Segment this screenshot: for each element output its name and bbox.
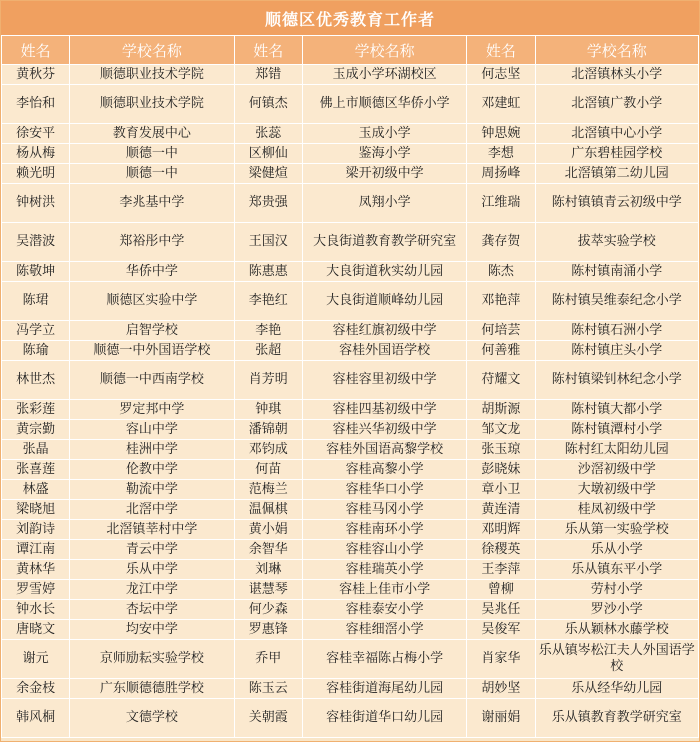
person-name-cell: 吴潜波 — [2, 223, 70, 262]
person-name-cell: 张彩莲 — [2, 400, 70, 420]
person-name-cell: 梁健煊 — [234, 164, 302, 184]
school-name-cell: 容桂四基初级中学 — [302, 400, 466, 420]
school-name-cell: 容桂街道华口幼儿园 — [302, 699, 466, 738]
person-name-cell: 张喜莲 — [2, 460, 70, 480]
school-name-cell: 陈村镇潭村小学 — [535, 420, 699, 440]
school-name-cell: 乐从镇东平小学 — [535, 560, 699, 580]
school-name-cell: 乐从镇岑松江夫人外国语学校 — [535, 640, 699, 679]
school-name-cell: 大良街道秋实幼儿园 — [302, 262, 466, 282]
person-name-cell: 何少森 — [234, 600, 302, 620]
person-name-cell: 罗惠锋 — [234, 620, 302, 640]
school-name-cell: 劳村小学 — [535, 580, 699, 600]
person-name-cell: 王李萍 — [467, 560, 535, 580]
school-name-cell: 陈村镇庄头小学 — [535, 341, 699, 361]
school-name-cell: 北滘镇第二幼儿园 — [535, 164, 699, 184]
school-name-cell: 北滘镇广教小学 — [535, 85, 699, 124]
school-name-cell: 陈村镇镇青云初级中学 — [535, 184, 699, 223]
person-name-cell: 何培芸 — [467, 321, 535, 341]
school-name-cell: 广东顺德德胜学校 — [70, 679, 234, 699]
table-row — [2, 144, 699, 164]
person-name-cell: 谭江南 — [2, 540, 70, 560]
person-name-cell: 温佩棋 — [234, 500, 302, 520]
person-name-cell: 何善雅 — [467, 341, 535, 361]
school-name-cell: 顺德一中 — [70, 144, 234, 164]
table-row — [2, 400, 699, 420]
school-name-cell: 勒流中学 — [70, 480, 234, 500]
school-name-cell: 陈村红太阳幼儿园 — [535, 440, 699, 460]
person-name-cell: 赖光明 — [2, 164, 70, 184]
school-name-cell: 乐从中学 — [70, 560, 234, 580]
school-name-cell: 容桂容山小学 — [302, 540, 466, 560]
school-name-cell: 京师励耘实验学校 — [70, 640, 234, 679]
school-name-cell: 罗定邦中学 — [70, 400, 234, 420]
table-row — [2, 65, 699, 85]
person-name-cell: 何苗 — [234, 460, 302, 480]
person-name-cell: 邓建虹 — [467, 85, 535, 124]
school-name-cell: 容桂幸福陈占梅小学 — [302, 640, 466, 679]
school-name-cell: 容桂泰安小学 — [302, 600, 466, 620]
person-name-cell: 韩风桐 — [2, 699, 70, 738]
school-name-cell: 李兆基中学 — [70, 184, 234, 223]
person-name-cell: 潘锦朝 — [234, 420, 302, 440]
person-name-cell: 余智华 — [234, 540, 302, 560]
table-row — [2, 440, 699, 460]
person-name-cell: 陈瑜 — [2, 341, 70, 361]
school-name-cell: 陈村镇吴维泰纪念小学 — [535, 282, 699, 321]
person-name-cell: 何志坚 — [467, 65, 535, 85]
school-name-cell: 顺德职业技术学院 — [70, 85, 234, 124]
person-name-cell: 范梅兰 — [234, 480, 302, 500]
school-name-cell: 桂凤初级中学 — [535, 500, 699, 520]
school-name-cell: 顺德区实验中学 — [70, 282, 234, 321]
school-name-cell: 北滘镇莘村中学 — [70, 520, 234, 540]
school-name-cell: 乐从经华幼儿园 — [535, 679, 699, 699]
table-row — [2, 341, 699, 361]
school-name-cell: 容桂高黎小学 — [302, 460, 466, 480]
person-name-cell: 何镇杰 — [234, 85, 302, 124]
table-row — [2, 361, 699, 400]
person-name-cell: 黄小娟 — [234, 520, 302, 540]
school-name-cell: 玉成小学 — [302, 124, 466, 144]
person-name-cell: 胡斯源 — [467, 400, 535, 420]
school-name-cell: 容桂细滘小学 — [302, 620, 466, 640]
school-name-cell: 容桂街道海尾幼儿园 — [302, 679, 466, 699]
table-row — [2, 124, 699, 144]
honor-table — [1, 35, 699, 738]
table-row — [2, 321, 699, 341]
person-name-cell: 刘韵诗 — [2, 520, 70, 540]
person-name-cell: 李艳 — [234, 321, 302, 341]
school-name-cell: 北滘镇林头小学 — [535, 65, 699, 85]
school-name-cell: 教育发展中心 — [70, 124, 234, 144]
person-name-cell: 张超 — [234, 341, 302, 361]
person-name-cell: 张晶 — [2, 440, 70, 460]
table-row — [2, 420, 699, 440]
school-name-cell: 大良街道教育教学研究室 — [302, 223, 466, 262]
person-name-cell: 唐晓文 — [2, 620, 70, 640]
person-name-cell: 区柳仙 — [234, 144, 302, 164]
person-name-cell: 刘琳 — [234, 560, 302, 580]
school-name-cell: 顺德一中西南学校 — [70, 361, 234, 400]
school-name-cell: 广东碧桂园学校 — [535, 144, 699, 164]
school-name-cell: 桂洲中学 — [70, 440, 234, 460]
person-name-cell: 李想 — [467, 144, 535, 164]
person-name-cell: 陈玉云 — [234, 679, 302, 699]
person-name-cell: 彭晓妹 — [467, 460, 535, 480]
school-name-cell: 沙滘初级中学 — [535, 460, 699, 480]
person-name-cell: 邹文龙 — [467, 420, 535, 440]
table-row — [2, 540, 699, 560]
school-name-cell: 容桂南环小学 — [302, 520, 466, 540]
person-name-cell: 吴俊军 — [467, 620, 535, 640]
person-name-cell: 钟水长 — [2, 600, 70, 620]
table-row — [2, 282, 699, 321]
person-name-cell: 黄林华 — [2, 560, 70, 580]
school-name-cell: 大墩初级中学 — [535, 480, 699, 500]
school-name-cell: 陈村镇梁钊林纪念小学 — [535, 361, 699, 400]
school-name-cell: 华侨中学 — [70, 262, 234, 282]
person-name-cell: 郑贵强 — [234, 184, 302, 223]
school-name-cell: 容桂外国语学校 — [302, 341, 466, 361]
person-name-cell: 谢元 — [2, 640, 70, 679]
school-name-cell: 文德学校 — [70, 699, 234, 738]
school-name-cell: 乐从颖林水藤学校 — [535, 620, 699, 640]
school-name-cell: 青云中学 — [70, 540, 234, 560]
school-name-cell: 大良街道顺峰幼儿园 — [302, 282, 466, 321]
person-name-cell: 黄宗勤 — [2, 420, 70, 440]
school-name-cell: 乐从小学 — [535, 540, 699, 560]
person-name-cell: 郑错 — [234, 65, 302, 85]
person-name-cell: 周扬峰 — [467, 164, 535, 184]
person-name-cell: 胡妙坚 — [467, 679, 535, 699]
person-name-cell: 钟思婉 — [467, 124, 535, 144]
person-name-cell: 曾柳 — [467, 580, 535, 600]
person-name-cell: 陈敬坤 — [2, 262, 70, 282]
school-name-cell: 容桂兴华初级中学 — [302, 420, 466, 440]
person-name-cell: 肖家华 — [467, 640, 535, 679]
school-name-cell: 梁开初级中学 — [302, 164, 466, 184]
school-name-cell: 陈村镇大都小学 — [535, 400, 699, 420]
person-name-cell: 林盛 — [2, 480, 70, 500]
table-row — [2, 520, 699, 540]
table-row — [2, 640, 699, 679]
header-name-1: 姓名 — [2, 36, 70, 65]
school-name-cell: 陈村镇石洲小学 — [535, 321, 699, 341]
school-name-cell: 伦教中学 — [70, 460, 234, 480]
person-name-cell: 林世杰 — [2, 361, 70, 400]
person-name-cell: 徐稷英 — [467, 540, 535, 560]
school-name-cell: 乐从第一实验学校 — [535, 520, 699, 540]
person-name-cell: 张玉琼 — [467, 440, 535, 460]
table-row — [2, 600, 699, 620]
school-name-cell: 罗沙小学 — [535, 600, 699, 620]
school-name-cell: 佛上市顺德区华侨小学 — [302, 85, 466, 124]
person-name-cell: 邓明辉 — [467, 520, 535, 540]
table-row — [2, 580, 699, 600]
school-name-cell: 顺德一中外国语学校 — [70, 341, 234, 361]
person-name-cell: 黄秋芬 — [2, 65, 70, 85]
school-name-cell: 启智学校 — [70, 321, 234, 341]
table-row — [2, 223, 699, 262]
person-name-cell: 龚存贺 — [467, 223, 535, 262]
table-row — [2, 620, 699, 640]
person-name-cell: 梁晓旭 — [2, 500, 70, 520]
school-name-cell: 容桂红旗初级中学 — [302, 321, 466, 341]
school-name-cell: 龙江中学 — [70, 580, 234, 600]
table-row — [2, 500, 699, 520]
school-name-cell: 容桂容里初级中学 — [302, 361, 466, 400]
table-row — [2, 85, 699, 124]
school-name-cell: 容桂华口小学 — [302, 480, 466, 500]
school-name-cell: 陈村镇南涌小学 — [535, 262, 699, 282]
header-school-1: 学校名称 — [70, 36, 234, 65]
table-row — [2, 560, 699, 580]
school-name-cell: 鉴海小学 — [302, 144, 466, 164]
school-name-cell: 容桂瑞英小学 — [302, 560, 466, 580]
header-school-2: 学校名称 — [302, 36, 466, 65]
school-name-cell: 北滘中学 — [70, 500, 234, 520]
person-name-cell: 钟树洪 — [2, 184, 70, 223]
school-name-cell: 拔萃实验学校 — [535, 223, 699, 262]
person-name-cell: 乔甲 — [234, 640, 302, 679]
school-name-cell: 乐从镇教育教学研究室 — [535, 699, 699, 738]
person-name-cell: 徐安平 — [2, 124, 70, 144]
table-row — [2, 460, 699, 480]
school-name-cell: 顺德职业技术学院 — [70, 65, 234, 85]
school-name-cell: 容桂外国语高黎学校 — [302, 440, 466, 460]
table-row — [2, 480, 699, 500]
table-title: 顺德区优秀教育工作者 — [1, 1, 699, 35]
school-name-cell: 凤翔小学 — [302, 184, 466, 223]
person-name-cell: 苻耀文 — [467, 361, 535, 400]
person-name-cell: 肖芳明 — [234, 361, 302, 400]
person-name-cell: 罗雪婷 — [2, 580, 70, 600]
person-name-cell: 谌慧琴 — [234, 580, 302, 600]
person-name-cell: 邓钧成 — [234, 440, 302, 460]
person-name-cell: 王国汉 — [234, 223, 302, 262]
table-body — [2, 65, 699, 738]
person-name-cell: 章小卫 — [467, 480, 535, 500]
person-name-cell: 李艳红 — [234, 282, 302, 321]
person-name-cell: 陈杰 — [467, 262, 535, 282]
school-name-cell: 容桂马冈小学 — [302, 500, 466, 520]
school-name-cell: 顺德一中 — [70, 164, 234, 184]
table-row — [2, 184, 699, 223]
person-name-cell: 余金枝 — [2, 679, 70, 699]
person-name-cell: 杨从梅 — [2, 144, 70, 164]
person-name-cell: 陈惠惠 — [234, 262, 302, 282]
person-name-cell: 陈珺 — [2, 282, 70, 321]
school-name-cell: 容桂上佳市小学 — [302, 580, 466, 600]
school-name-cell: 北滘镇中心小学 — [535, 124, 699, 144]
school-name-cell: 郑裕彤中学 — [70, 223, 234, 262]
school-name-cell: 玉成小学环湖校区 — [302, 65, 466, 85]
header-name-2: 姓名 — [234, 36, 302, 65]
table-row — [2, 164, 699, 184]
person-name-cell: 钟琪 — [234, 400, 302, 420]
table-row — [2, 699, 699, 738]
header-row — [2, 36, 699, 65]
person-name-cell: 谢丽娟 — [467, 699, 535, 738]
person-name-cell: 张蕊 — [234, 124, 302, 144]
header-name-3: 姓名 — [467, 36, 535, 65]
school-name-cell: 杏坛中学 — [70, 600, 234, 620]
person-name-cell: 邓艳萍 — [467, 282, 535, 321]
person-name-cell: 吴兆任 — [467, 600, 535, 620]
person-name-cell: 冯学立 — [2, 321, 70, 341]
table-row — [2, 679, 699, 699]
person-name-cell: 李怡和 — [2, 85, 70, 124]
header-school-3: 学校名称 — [535, 36, 699, 65]
school-name-cell: 容山中学 — [70, 420, 234, 440]
school-name-cell: 均安中学 — [70, 620, 234, 640]
table-row — [2, 262, 699, 282]
person-name-cell: 江维瑞 — [467, 184, 535, 223]
person-name-cell: 关朝霞 — [234, 699, 302, 738]
person-name-cell: 黄连清 — [467, 500, 535, 520]
